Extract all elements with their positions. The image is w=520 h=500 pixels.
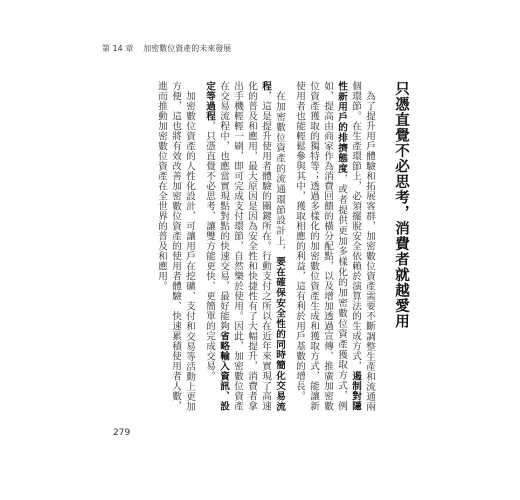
page-body [112, 81, 412, 411]
page-number: 279 [113, 428, 131, 438]
body-text-run: 為了提升用戶體驗和拓展客群，加密數位資產需要不斷調整生產和流通兩個環節。在生產環節上，必須擺脫安全依賴於演算法的生成方式， [350, 81, 375, 411]
paragraph [292, 81, 376, 411]
body-text-run: ，或者提供更加多樣化的加密數位資產獲取方式，例如，提高由商家作為消費回饋的橫分配點，以及增加透過宣傳、推廣加密數位資產獲取的獨特等；透過多樣化的加密數位資產生成和獲取方式，能讓新使用者也能輕鬆參與其中，獲取相應的利益，這有利於用戶基數的增長。 [294, 81, 347, 412]
emphasized-text: 要在確保安全性的同時簡化交易流程 [260, 81, 285, 412]
body-text-run: 加密數位資產的人性化設計，可讓用戶在挖礦、支付和交易等活動上更加方便，這也將有效改善加密數位資產的使用者體驗、快速累積使用者人數，進而推動加密數位資產在全世界的普及和應用。 [156, 81, 195, 411]
emphasized-text: 遏制對隱性新用戶的排擠態度 [336, 81, 361, 411]
body-text-run: 在加密數位資產的流通環節設計上， [274, 90, 285, 257]
body-text-run: ，只憑直覺不必思考，讓雙方能更快、更簡單的完成交易。 [204, 121, 215, 381]
running-header [102, 43, 231, 54]
section-title: 只憑直覺不必思考，消費者就越愛用 [393, 81, 409, 329]
emphasized-text: 省略輸入資訊、設定等過程 [204, 81, 229, 411]
chapter-title: 加密數位資產的未來發展 [143, 44, 232, 53]
body-text-run: ，這是提升使用者體驗的關鍵所在。行動支付之所以在近年來實現了高速化的普及和應用，最大原因是因為安全性和快捷性有了大幅提升，消費者拿出手機輕輕一刷，即可完成支付環節，自然樂於使用。因此，加密數位資產在交易流程中，也應當實現點對點的快速交易，最好能夠 [218, 81, 271, 411]
paragraph [154, 81, 196, 411]
chapter-label: 第 14 章 [102, 44, 134, 53]
paragraph [202, 81, 286, 411]
